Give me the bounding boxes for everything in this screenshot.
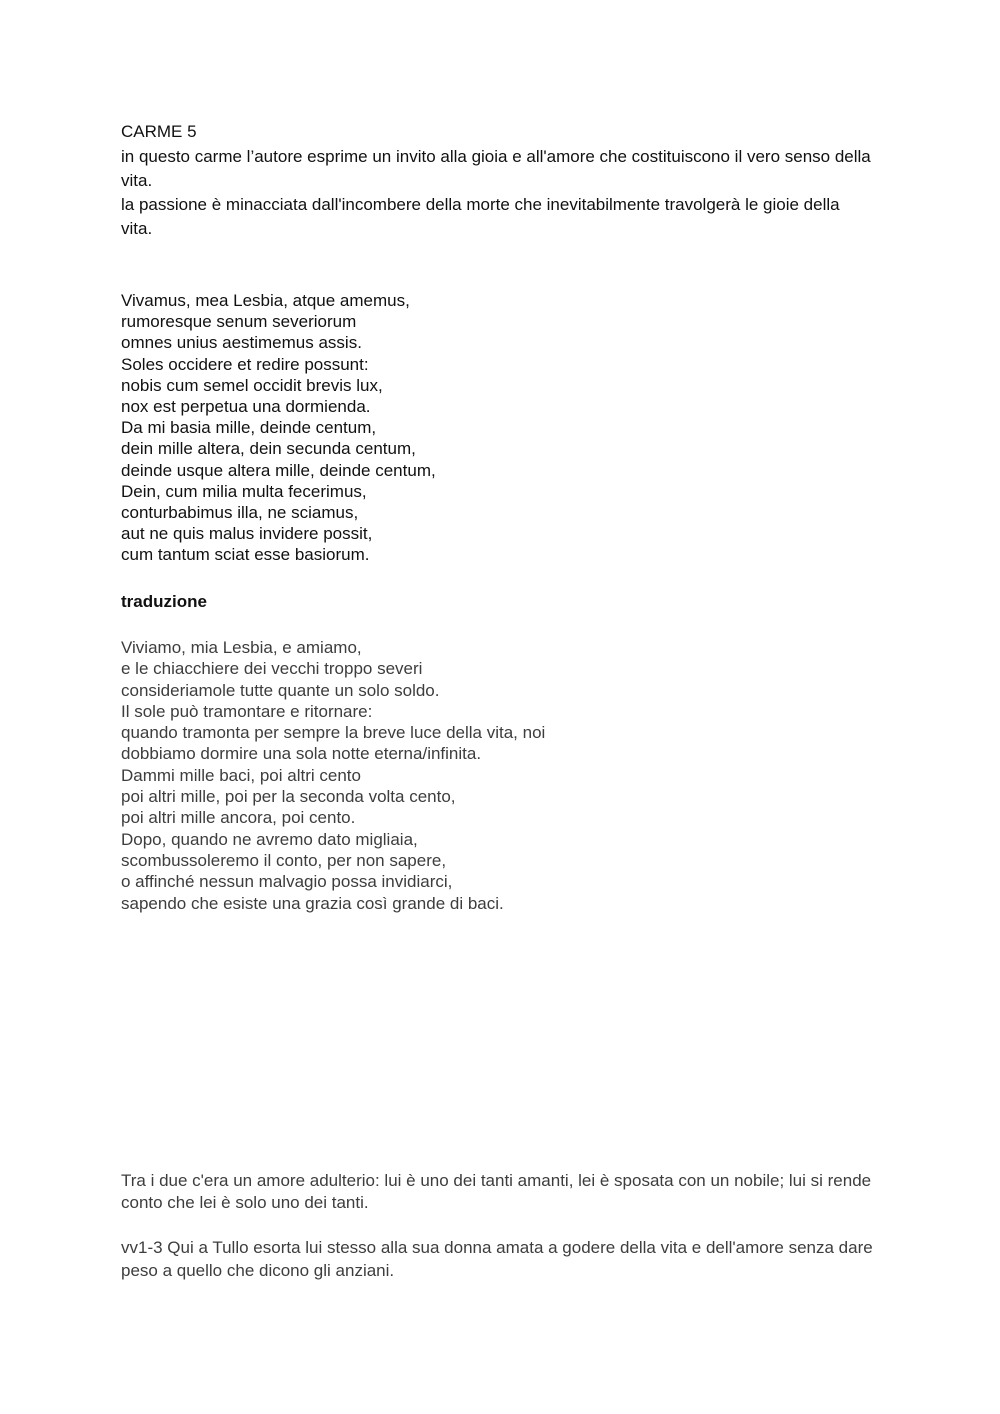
intro-paragraph: la passione è minacciata dall'incombere della morte che inevitabilmente travolgerà le gioie della vita. bbox=[121, 195, 840, 238]
translation-line: Dopo, quando ne avremo dato migliaia, bbox=[121, 829, 418, 849]
translation-line: Dammi mille baci, poi altri cento bbox=[121, 765, 361, 785]
poem-line: nox est perpetua una dormienda. bbox=[121, 397, 371, 417]
translation-line: sapendo che esiste una grazia così grande di baci. bbox=[121, 893, 504, 913]
translation-line: quando tramonta per sempre la breve luce della vita, noi bbox=[121, 723, 546, 743]
poem-line: conturbabimus illa, ne sciamus, bbox=[121, 503, 359, 523]
poem-line: rumoresque senum severiorum bbox=[121, 312, 357, 332]
translation-line: Il sole può tramontare e ritornare: bbox=[121, 701, 373, 721]
note-paragraph: vv1-3 Qui a Tullo esorta lui stesso alla sua donna amata a godere della vita e dell'amore senza dare peso a quello che dicono gli anziani. bbox=[121, 1238, 873, 1280]
intro-paragraph: in questo carme l’autore esprime un invito alla gioia e all'amore che costituiscono il vero senso della vita. bbox=[121, 147, 871, 190]
poem-line: Dein, cum milia multa fecerimus, bbox=[121, 481, 367, 501]
poem-line: aut ne quis malus invidere possit, bbox=[121, 524, 373, 544]
translation-line: consideriamole tutte quante un solo soldo. bbox=[121, 680, 440, 700]
intro-section bbox=[121, 145, 874, 241]
poem-line: omnes unius aestimemus assis. bbox=[121, 333, 362, 353]
translation-line: poi altri mille, poi per la seconda volta cento, bbox=[121, 787, 456, 807]
translation-line: dobbiamo dormire una sola notte eterna/infinita. bbox=[121, 744, 482, 764]
note-paragraph: Tra i due c'era un amore adulterio: lui è uno dei tanti amanti, lei è sposata con un nobile; lui si rende conto che lei è solo uno dei tanti. bbox=[121, 1171, 872, 1212]
poem-line: Soles occidere et redire possunt: bbox=[121, 354, 369, 374]
translation-line: poi altri mille ancora, poi cento. bbox=[121, 808, 356, 828]
latin-poem bbox=[121, 290, 874, 566]
translation-line: o affinché nessun malvagio possa invidiarci, bbox=[121, 872, 453, 892]
poem-line: deinde usque altera mille, deinde centum, bbox=[121, 460, 436, 480]
poem-line: dein mille altera, dein secunda centum, bbox=[121, 439, 416, 459]
poem-line: cum tantum sciat esse basiorum. bbox=[121, 545, 370, 565]
poem-line: Vivamus, mea Lesbia, atque amemus, bbox=[121, 291, 410, 310]
poem-line: Da mi basia mille, deinde centum, bbox=[121, 418, 377, 438]
translation-line: Viviamo, mia Lesbia, e amiamo, bbox=[121, 638, 362, 657]
document-title: CARME 5 bbox=[121, 122, 197, 141]
poem-line: nobis cum semel occidit brevis lux, bbox=[121, 375, 383, 395]
translation-heading: traduzione bbox=[121, 592, 207, 611]
translation-poem bbox=[121, 637, 874, 914]
translation-line: e le chiacchiere dei vecchi troppo severi bbox=[121, 659, 423, 679]
translation-line: scombussoleremo il conto, per non sapere, bbox=[121, 850, 447, 870]
